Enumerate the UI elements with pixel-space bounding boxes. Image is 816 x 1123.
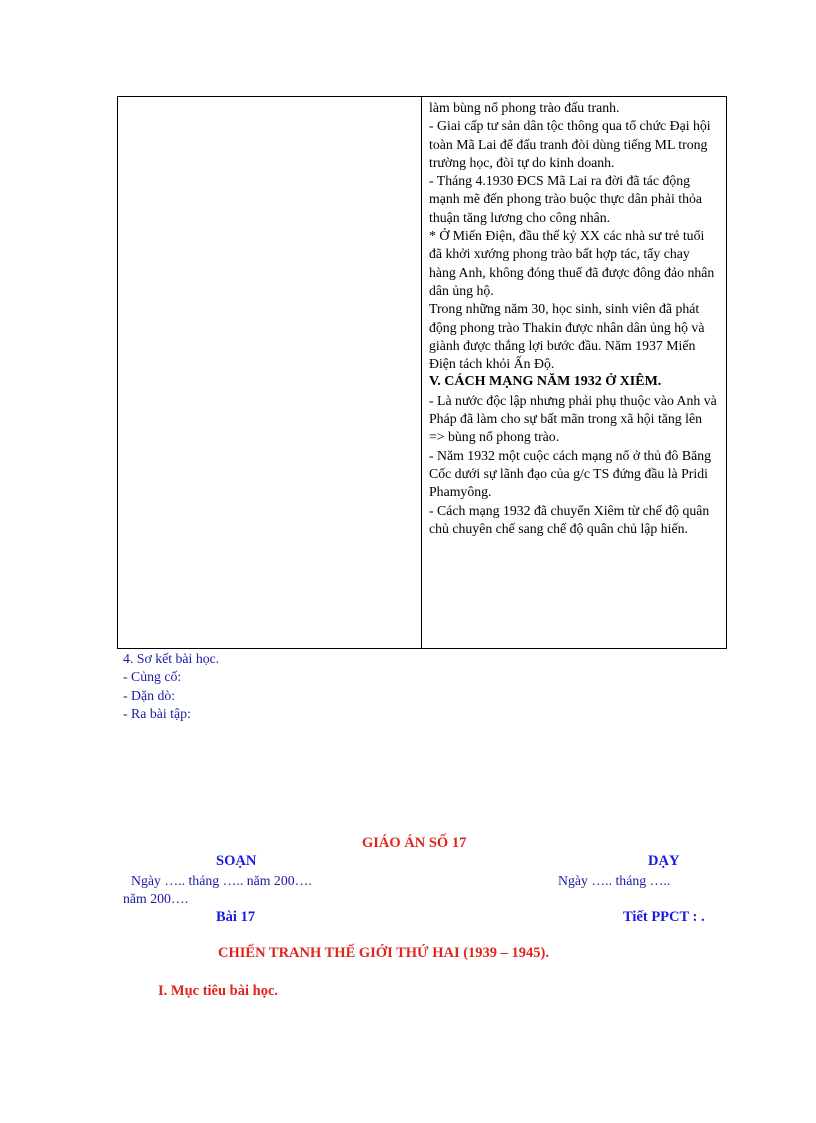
summary-item: - Ra bài tập: (123, 705, 191, 721)
summary-heading: 4. Sơ kết bài học. (123, 651, 220, 666)
paragraph: - Là nước độc lập nhưng phải phụ thuộc vào Anh và Pháp đã làm cho sự bất mãn trong xã hội tăng lên => bùng nổ phong trào. (429, 392, 717, 445)
paragraph: - Giai cấp tư sản dân tộc thông qua tổ chức Đại hội toàn Mã Lai để đấu tranh đòi dùng tiếng ML trong trường học, đòi tự do kinh doanh. (429, 118, 711, 170)
paragraph: - Tháng 4.1930 ĐCS Mã Lai ra đời đã tác động mạnh mẽ đến phong trào buộc thực dân phải thỏa thuận tăng lương cho công nhân. (429, 173, 702, 225)
prepare-date-continued: năm 200…. (123, 891, 189, 906)
paragraph: - Cách mạng 1932 đã chuyển Xiêm từ chế độ quân chủ chuyên chế sang chế độ quân chủ lập hiến. (429, 502, 710, 536)
objectives-heading: I. Mục tiêu bài học. (158, 983, 279, 999)
teach-label: DẠY (648, 853, 680, 869)
period-label: Tiết PPCT : . (623, 909, 705, 925)
paragraph: Trong những năm 30, học sinh, sinh viên đã phát động phong trào Thakin được nhân dân ủng hộ và giành được thắng lợi bước đầu. Năm 1937 Miến Điện tách khỏi Ấn Độ. (429, 301, 705, 372)
prepare-date: Ngày ….. tháng ….. năm 200…. (131, 873, 312, 888)
lesson-number: Bài 17 (216, 909, 256, 925)
lesson-plan-title: GIÁO ÁN SỐ 17 (362, 835, 467, 851)
lesson-content-table (117, 96, 727, 649)
table-right-column (422, 97, 726, 648)
teach-date: Ngày ….. tháng ….. (558, 873, 671, 888)
paragraph: - Năm 1932 một cuộc cách mạng nổ ở thủ đô Băng Cốc dưới sự lãnh đạo của g/c TS đứng đầu là Pridi Phamyông. (429, 447, 712, 500)
paragraph: làm bùng nổ phong trào đấu tranh. (429, 100, 620, 115)
summary-item: - Củng cố: (123, 669, 182, 685)
summary-item: - Dặn dò: (123, 687, 176, 703)
table-left-column (118, 97, 422, 648)
prepare-label: SOẠN (216, 853, 257, 869)
lesson-summary (123, 650, 219, 723)
lesson-title: CHIẾN TRANH THẾ GIỚI THỨ HAI (1939 – 1945). (218, 945, 549, 961)
paragraph: * Ở Miến Điện, đầu thế kỷ XX các nhà sư trẻ tuổi đã khởi xướng phong trào bất hợp tác, tẩy chay hàng Anh, không đóng thuế đã được đông đảo nhân dân ủng hộ. (429, 228, 715, 298)
section-heading: V. CÁCH MẠNG NĂM 1932 Ở XIÊM. (429, 374, 662, 390)
